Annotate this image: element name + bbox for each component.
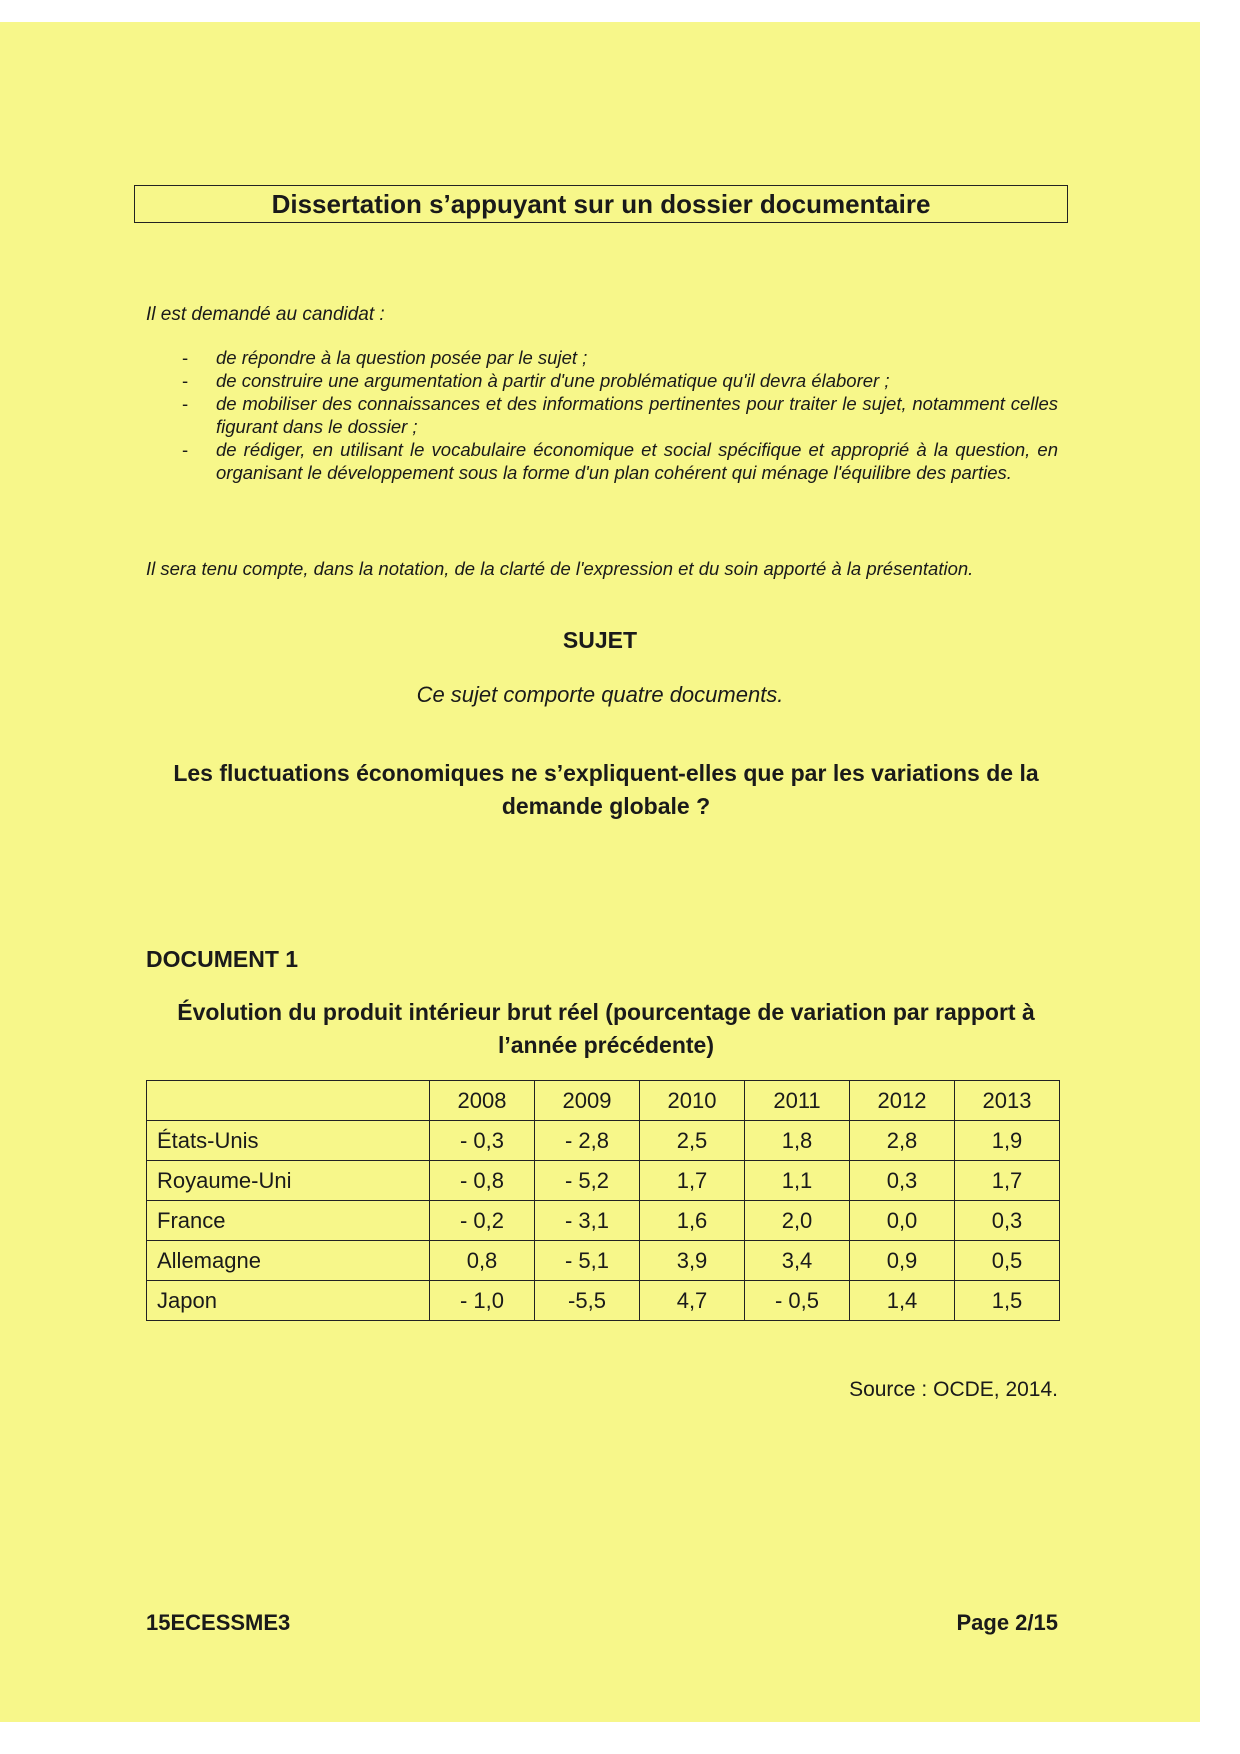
gdp-table: [146, 1080, 1060, 1321]
value-cell: 1,5: [955, 1281, 1060, 1321]
instructions-list: [178, 346, 1058, 484]
value-cell: 0,3: [955, 1201, 1060, 1241]
year-header: 2009: [535, 1081, 640, 1121]
year-header: 2011: [745, 1081, 850, 1121]
document-label: DOCUMENT 1: [146, 946, 299, 972]
document-title: Évolution du produit intérieur brut réel (pourcentage de variation par rapport à l’année précédente): [177, 999, 1035, 1058]
value-cell: 4,7: [640, 1281, 745, 1321]
value-cell: 3,9: [640, 1241, 745, 1281]
value-cell: -5,5: [535, 1281, 640, 1321]
value-cell: 0,3: [850, 1161, 955, 1201]
country-cell: Allemagne: [147, 1241, 430, 1281]
value-cell: 0,5: [955, 1241, 1060, 1281]
year-header: 2012: [850, 1081, 955, 1121]
table-header-row: [147, 1081, 1060, 1121]
country-cell: États-Unis: [147, 1121, 430, 1161]
year-header: 2013: [955, 1081, 1060, 1121]
value-cell: - 0,3: [430, 1121, 535, 1161]
page: [0, 22, 1200, 1722]
table-corner-cell: [147, 1081, 430, 1121]
value-cell: 1,7: [955, 1161, 1060, 1201]
instruction-item: - de rédiger, en utilisant le vocabulaire économique et social spécifique et approprié à la question, en organisant le développement sous la forme d'un plan cohérent qui ménage l'équilibre des parties.: [178, 438, 1058, 484]
value-cell: 1,8: [745, 1121, 850, 1161]
page-number: Page 2/15: [956, 1610, 1058, 1635]
country-cell: France: [147, 1201, 430, 1241]
table-row: [147, 1121, 1060, 1161]
value-cell: - 5,2: [535, 1161, 640, 1201]
instructions-intro: Il est demandé au candidat :: [146, 304, 385, 325]
value-cell: 0,8: [430, 1241, 535, 1281]
value-cell: - 0,2: [430, 1201, 535, 1241]
value-cell: 1,4: [850, 1281, 955, 1321]
year-header: 2010: [640, 1081, 745, 1121]
value-cell: 1,9: [955, 1121, 1060, 1161]
table-row: [147, 1241, 1060, 1281]
value-cell: 2,0: [745, 1201, 850, 1241]
value-cell: 0,0: [850, 1201, 955, 1241]
table-row: [147, 1201, 1060, 1241]
value-cell: - 0,5: [745, 1281, 850, 1321]
sujet-heading: SUJET: [562, 627, 638, 653]
value-cell: - 5,1: [535, 1241, 640, 1281]
instruction-item: - de construire une argumentation à partir d'une problématique qu'il devra élaborer ;: [178, 369, 1058, 392]
instruction-item: - de répondre à la question posée par le sujet ;: [178, 346, 1058, 369]
value-cell: 1,7: [640, 1161, 745, 1201]
sujet-subtitle: Ce sujet comporte quatre documents.: [416, 682, 784, 707]
table-row: [147, 1281, 1060, 1321]
instruction-item: - de mobiliser des connaissances et des informations pertinentes pour traiter le sujet, notamment celles figurant dans le dossier ;: [178, 392, 1058, 438]
value-cell: - 3,1: [535, 1201, 640, 1241]
value-cell: 1,6: [640, 1201, 745, 1241]
year-header: 2008: [430, 1081, 535, 1121]
value-cell: - 2,8: [535, 1121, 640, 1161]
country-cell: Japon: [147, 1281, 430, 1321]
value-cell: 2,5: [640, 1121, 745, 1161]
page-title: Dissertation s’appuyant sur un dossier documentaire: [134, 185, 1068, 223]
value-cell: 0,9: [850, 1241, 955, 1281]
exam-code: 15ECESSME3: [146, 1610, 291, 1635]
notation-note: Il sera tenu compte, dans la notation, de la clarté de l'expression et du soin apporté à la présentation.: [146, 558, 974, 579]
value-cell: - 1,0: [430, 1281, 535, 1321]
table-row: [147, 1161, 1060, 1201]
value-cell: - 0,8: [430, 1161, 535, 1201]
country-cell: Royaume-Uni: [147, 1161, 430, 1201]
value-cell: 2,8: [850, 1121, 955, 1161]
value-cell: 1,1: [745, 1161, 850, 1201]
value-cell: 3,4: [745, 1241, 850, 1281]
dissertation-question: Les fluctuations économiques ne s’expliquent-elles que par les variations de la demande globale ?: [173, 760, 1039, 819]
table-source: Source : OCDE, 2014.: [849, 1378, 1058, 1401]
